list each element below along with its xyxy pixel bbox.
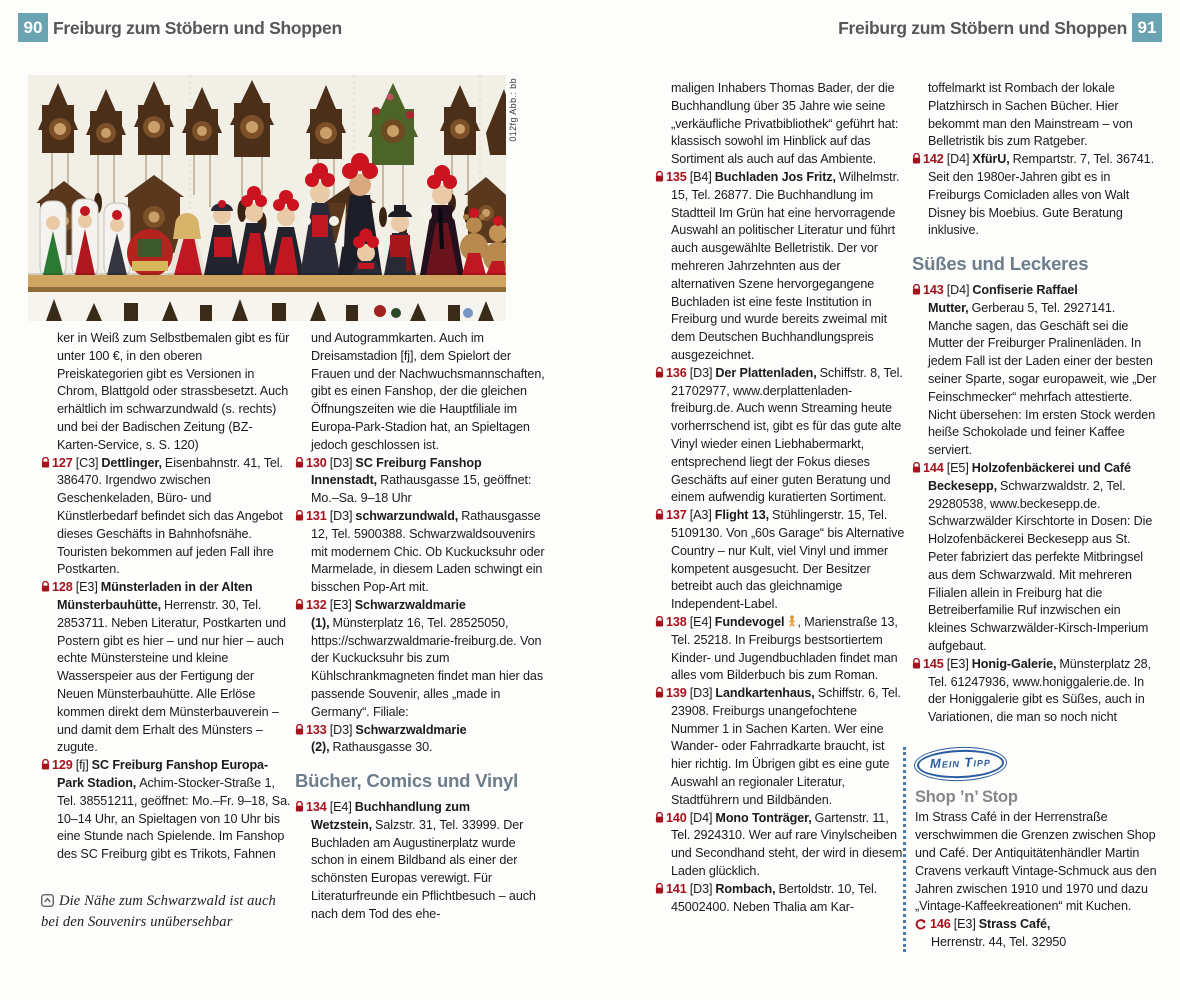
entry-139 [655, 685, 905, 810]
entry-number: 131 [306, 508, 327, 523]
lower-shelf-items [28, 292, 506, 321]
souvenir-tin [127, 229, 173, 277]
entry-number: 129 [52, 758, 73, 773]
entry-129 [41, 757, 291, 864]
column-1 [41, 330, 291, 933]
shop-name: Strass Café, [978, 917, 1051, 932]
map-ref: [E3] [946, 656, 969, 671]
continuation-paragraph: maligen Inhabers Thomas Bader, der die Buchhandlung über 35 Jahre wie seine „verkäufliche Privatbibliothek“ geführt hat: klassisch sowohl im Hinblick auf das Sortiment als auch auf das Ambiente. [671, 81, 899, 167]
lock-icon [295, 457, 304, 468]
continuation-paragraph: toffelmarkt ist Rombach der lokale Platzhirsch in Sachen Bücher. Hier bekommt man den Mainstream – von Belletristik bis zum Ratgeber. [928, 81, 1133, 149]
page-title-left: Freiburg zum Stöbern und Shoppen [53, 18, 342, 38]
map-ref: [E3] [75, 580, 98, 595]
entry-number: 134 [306, 799, 327, 814]
entry-text: Schiffstr. 6, Tel. 23908. Freiburgs unangefochtene Nummer 1 in Sachen Karten. Wer eine Wander- oder Fahrradkarte braucht, ist hier richtig. Im Übrigen gibt es eine gute Auswahl an regionaler Literatur, Stadtführern und Bildbänden. [671, 686, 901, 807]
child-figure-icon [788, 615, 796, 627]
map-ref: [E5] [946, 460, 969, 475]
entry-text: Münsterplatz 16, Tel. 28525050, https://schwarzwaldmarie-freiburg.de. Von der Kuckucksuhr bis zum Kühlschrankmagneten findet man hier das passende Souvenir, alles „made in Germany“. Filiale: [311, 615, 544, 719]
map-ref: [A3] [689, 508, 712, 523]
entry-number: 146 [930, 917, 951, 932]
section-heading-sweets: Süßes und Leckeres [912, 253, 1089, 275]
page-number-right: 91 [1132, 13, 1162, 42]
photo-caption [41, 891, 291, 933]
shop-name: Buchladen Jos Fritz, [714, 169, 836, 184]
entry-146 [915, 916, 1162, 952]
entry-text: Gerberau 5, Tel. 2927141. Manche sagen, das Geschäft sei die Mutter der Freiburger Pralinenläden. In jedem Fall ist der Laden einer der besten seiner Sparte, sogar europaweit, wie „Der Feinschmecker“ mehrfach attestierte. Nicht übersehen: Im ersten Stock werden heiße Schokolade und feiner Kaffee serviert. [928, 300, 1157, 458]
shop-name: Honig-Galerie, [971, 656, 1057, 671]
mein-tipp-badge-text: Mein Tipp [929, 753, 992, 771]
entry-number: 140 [666, 810, 687, 825]
entry-text: Herrenstr. 44, Tel. 32950 [931, 935, 1067, 950]
shop-name: Schwarzwaldmarie (1), [311, 597, 466, 630]
shop-name: Holzofenbäckerei und Café Beckesepp, [928, 460, 1131, 493]
map-ref: [D3] [689, 365, 713, 380]
shop-name: Mono Tonträger, [715, 810, 812, 825]
shop-name: SC Freiburg Fanshop Europa-Park Stadion, [57, 758, 269, 790]
entry-133 [295, 722, 545, 758]
entry-text: Herrenstr. 30, Tel. 2853711. Neben Literatur, Postkarten und Postern gibt es hier – und nur hier – auch echte Münstersteine und kleine Wasserspeier aus der Fertigung der Neuen Münsterbauhütte. Alle Erlöse kommen direkt dem Münsterbauverein – und damit dem Erhalt des Münsters – zugute. [57, 597, 286, 755]
page-title-right: Freiburg zum Stöbern und Shoppen [838, 18, 1127, 38]
map-ref: [D4] [946, 282, 970, 297]
lock-icon [295, 599, 304, 610]
entry-number: 138 [666, 614, 687, 629]
shop-name: Buchhandlung zum Wetzstein, [311, 799, 470, 832]
entry-145 [912, 656, 1162, 727]
entry-text: Schiffstr. 8, Tel. 21702977, www.derplattenladen-freiburg.de. Auch wenn Streaming heute vorherrschend ist, gibt es für das gute alte Vinyl wieder einen Liebhabermarkt, entsprechend liegt der Fokus dieses Geschäfts auf einer guten Beratung und einem aufwendig kuratierten Sortiment. [671, 365, 903, 505]
entry-text: Bertoldstr. 10, Tel. 45002400. Neben Thalia am Kar- [671, 881, 878, 914]
shop-name: Schwarzwaldmarie (2), [311, 722, 467, 755]
lock-icon [41, 457, 50, 468]
lock-icon [912, 153, 921, 164]
map-ref: [E4] [329, 799, 352, 814]
lock-icon [655, 616, 664, 627]
lock-icon [912, 284, 921, 295]
map-ref: [D3] [689, 686, 713, 701]
souvenir-shop-photo [28, 75, 506, 321]
entry-134 [295, 799, 545, 924]
entry-text: Schwarzwaldstr. 2, Tel. 29280538, www.beckesepp.de. Schwarzwälder Kirschtorte in Dosen: Die Holzofenbäckerei Beckesepp aus St. Peter fabriziert das perfekte Mitbringsel aus dem Schwarzwald. Mit mehreren Filialen allein in Freiburg hat die Betreiberfamilie Ruf inzwischen ein kleines Schwarzwälder-Kirsch-Imperium aufgebaut. [928, 478, 1153, 653]
section-heading-books: Bücher, Comics und Vinyl [295, 770, 519, 792]
entry-text: Rempartstr. 7, Tel. 36741. Seit den 1980er-Jahren gibt es in Freiburgs Comicladen alles von Walt Disney bis Moebius. Gute Beratung inklusive. [928, 152, 1154, 238]
entry-number: 143 [923, 282, 944, 297]
shop-name: Confiserie Raffael Mutter, [928, 282, 1078, 315]
entry-number: 144 [923, 460, 944, 475]
map-ref: [E3] [329, 597, 352, 612]
lock-icon [295, 510, 304, 521]
entry-144 [912, 460, 1162, 656]
photo-direction-icon [41, 894, 54, 907]
shop-name: XfürU, [972, 152, 1010, 167]
entry-text: Rathausgasse 30. [332, 740, 433, 755]
cafe-circle-icon [915, 919, 926, 930]
mein-tipp-badge [917, 748, 1005, 779]
continuation-paragraph: und Autogrammkarten. Auch im Dreisamstadion [fj], dem Spielort der Frauen und der Nachwuchsmannschaften, gibt es einen Fanshop, der die gleichen Öffnungszeiten wie die Hauptfiliale im Europa-Park-Stadion hat, an Spieltagen jedoch geschlossen ist. [311, 331, 545, 452]
entry-number: 137 [666, 508, 687, 523]
entry-text: Achim-Stocker-Straße 1, Tel. 38551211, geöffnet: Mo.–Fr. 9–18, Sa. 10–14 Uhr, an Spieltagen von 10 Uhr bis eine Stunde nach Spielende. Im Fanshop des SC Freiburg gibt es Trikots, Fahnen [57, 775, 291, 862]
shelf-board [28, 273, 506, 292]
photo-credit: 012fg Abb.: bb [508, 78, 518, 142]
shop-name: Dettlinger, [101, 455, 162, 470]
map-ref: [D4] [689, 810, 713, 825]
entry-140 [655, 810, 905, 881]
shop-name: Flight 13, [714, 508, 770, 523]
page-number-left: 90 [18, 13, 48, 42]
lock-icon [41, 759, 50, 770]
column-2 [295, 330, 545, 924]
entry-text: Münsterplatz 28, Tel. 61247936, www.honiggalerie.de. In der Honiggalerie gibt es Süßes, auch in Variationen, die man so noch nicht [928, 656, 1151, 725]
shop-name: Der Plattenladen, [715, 365, 817, 380]
teddy-bears [460, 208, 506, 275]
entry-135 [655, 169, 905, 365]
map-ref: [D3] [329, 722, 353, 737]
entry-number: 128 [52, 580, 73, 595]
entry-text: Eisenbahnstr. 41, Tel. 386470. Irgendwo zwischen Geschenkeladen, Büro- und Künstlerbedarf befindet sich das Angebot dieses Geschäfts in Bahnhofsnähe. Touristen bekommen auf jeden Fall ihre Postkarten. [57, 455, 283, 577]
entry-number: 132 [306, 597, 327, 612]
entry-136 [655, 365, 905, 507]
entry-text: Stühlingerstr. 15, Tel. 5109130. Von „60s Garage“ bis Alternative Country – nur Kult, viel Vinyl und immer kompetent ausgesucht. Der Besitzer betreibt auch das gleichnamige Independent-Label. [671, 508, 905, 612]
column-3 [655, 80, 905, 916]
lock-icon [655, 171, 664, 182]
shop-name: Fundevogel [714, 614, 785, 629]
lock-icon [655, 812, 664, 823]
tip-heading: Shop ’n’ Stop [915, 787, 1018, 806]
entry-number: 133 [306, 722, 327, 737]
photo-caption-text: Die Nähe zum Schwarzwald ist auch bei den Souvenirs unübersehbar [41, 892, 276, 930]
entry-number: 141 [666, 881, 687, 896]
shop-name: Münsterladen in der Alten Münsterbauhütte, [57, 580, 253, 612]
shop-name: Landkartenhaus, [715, 686, 815, 701]
lock-icon [655, 509, 664, 520]
map-ref: [B4] [689, 169, 712, 184]
entry-text: , Marienstraße 13, Tel. 25218. In Freiburgs bestsortiertem Kinder- und Jugendbuchladen findet man alles vom Bilderbuch bis zum Roman. [671, 614, 898, 683]
lock-icon [655, 687, 664, 698]
shop-name: schwarzundwald, [355, 508, 459, 523]
map-ref: [D3] [329, 455, 353, 470]
entry-text: Rathausgasse 12, Tel. 5900388. Schwarzwaldsouvenirs mit modernem Chic. Ob Kuckucksuhr oder Marmelade, in diesem Laden schwingt ein bisschen Pop-Art mit. [311, 508, 545, 595]
shop-name: Rombach, [715, 881, 776, 896]
continuation-paragraph: ker in Weiß zum Selbstbemalen gibt es für unter 100 €, in den oberen Preiskategorien gibt es Versionen in Chrom, Blattgold oder strassbesetzt. Auch erhältlich im schwarzundwald (s. rechts) und bei der Badischen Zeitung (BZ-Karten-Service, s. S. 120) [57, 331, 290, 452]
tip-box [903, 747, 1162, 952]
map-ref: [D3] [329, 508, 353, 523]
lock-icon [912, 462, 921, 473]
entry-137 [655, 507, 905, 614]
entry-143 [912, 282, 1162, 460]
lock-icon [912, 658, 921, 669]
entry-142 [912, 151, 1162, 240]
entry-text: Salzstr. 31, Tel. 33999. Der Buchladen am Augustinerplatz wurde schon in einem Bildband als einer der schönsten Europas verewigt. Für Literaturfreunde ein Pflichtbesuch – auch nach dem Tod des ehe- [311, 817, 536, 921]
map-ref: [E3] [953, 917, 976, 932]
entry-138 [655, 614, 905, 685]
entry-number: 135 [666, 169, 687, 184]
lock-icon [41, 581, 50, 592]
entry-number: 136 [666, 365, 687, 380]
entry-132 [295, 597, 545, 722]
entry-number: 142 [923, 152, 944, 167]
entry-130 [295, 455, 545, 508]
entry-text: Rathausgasse 15, geöffnet: Mo.–Sa. 9–18 Uhr [311, 473, 532, 506]
entry-127 [41, 455, 291, 580]
map-ref: [D4] [946, 152, 970, 167]
entry-number: 130 [306, 455, 327, 470]
lock-icon [655, 883, 664, 894]
lock-icon [295, 801, 304, 812]
shop-name: SC Freiburg Fanshop Innenstadt, [311, 455, 482, 488]
entry-131 [295, 508, 545, 597]
entry-number: 127 [52, 455, 73, 470]
map-ref: [C3] [75, 455, 99, 470]
entry-number: 139 [666, 686, 687, 701]
lock-icon [655, 367, 664, 378]
entry-141 [655, 881, 905, 917]
tip-text: Im Strass Café in der Herrenstraße verschwimmen die Grenzen zwischen Shop und Café. Der Antiquitätenhändler Martin Cravens verkauft Vintage-Schmuck aus den Jahren zwischen 1910 und 1970 und dazu „Vintage-Kaffeekreationen“ mit Kuchen. [915, 810, 1157, 914]
map-ref: [D3] [689, 881, 713, 896]
entry-number: 145 [923, 656, 944, 671]
entry-text: Wilhelmstr. 15, Tel. 26877. Die Buchhandlung im Stadtteil Im Grün hat eine hervorragende Auswahl an politischer Literatur und führt auch ausgewählte Belletristik. Der vor mehreren Jahrzehnten aus der alternativen Szene hervorgegangene Buchladen ist eine feste Institution in Freiburg und wurde bereits zweimal mit dem Deutschen Buchhandlungspreis ausgezeichnet. [671, 169, 900, 362]
entry-128 [41, 579, 291, 757]
lock-icon [295, 724, 304, 735]
column-4 [912, 80, 1162, 952]
souvenir-shop-photo-art [28, 75, 506, 321]
entry-text: Gartenstr. 11, Tel. 2924310. Wer auf rare Vinylscheiben und Secondhand steht, der wird in diesem Laden glücklich. [671, 810, 903, 879]
map-ref: [E4] [689, 614, 712, 629]
map-ref: [fj] [75, 758, 89, 773]
